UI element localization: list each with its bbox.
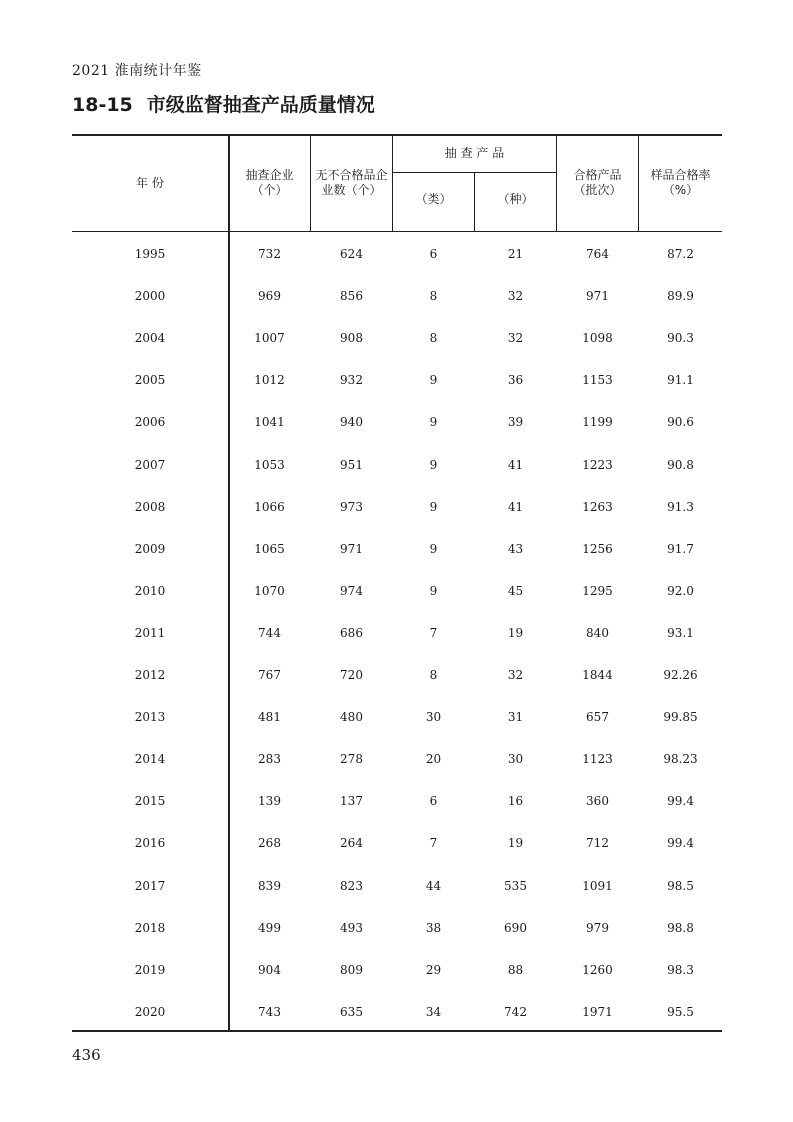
cell-qualified: 1199 bbox=[582, 415, 613, 430]
table-row bbox=[72, 991, 722, 1033]
table-row bbox=[72, 738, 722, 780]
cell-qualified: 1256 bbox=[582, 541, 613, 556]
cell-categories: 6 bbox=[429, 794, 438, 809]
cell-rate: 90.8 bbox=[667, 457, 694, 472]
cell-unqualified: 720 bbox=[340, 668, 363, 682]
cell-kinds: 690 bbox=[504, 920, 527, 935]
cell-year: 2000 bbox=[134, 289, 166, 304]
cell-categories: 9 bbox=[429, 457, 438, 472]
cell-year: 1995 bbox=[134, 247, 166, 261]
cell-unqualified: 908 bbox=[340, 331, 363, 346]
header-rate-line1: 样品合格率 bbox=[650, 168, 711, 182]
cell-year: 2015 bbox=[134, 794, 166, 809]
cell-year: 2013 bbox=[134, 710, 166, 725]
header-qualified-line2: （批次） bbox=[573, 183, 622, 197]
cell-enterprises: 767 bbox=[258, 668, 281, 682]
cell-kinds: 88 bbox=[507, 962, 524, 977]
cell-rate: 98.3 bbox=[667, 962, 694, 977]
cell-enterprises: 1070 bbox=[254, 583, 285, 598]
cell-year: 2011 bbox=[134, 625, 166, 640]
cell-categories: 9 bbox=[429, 499, 438, 514]
table-row bbox=[72, 780, 722, 822]
cell-qualified: 657 bbox=[586, 710, 609, 725]
cell-enterprises: 1012 bbox=[254, 373, 285, 388]
cell-year: 2018 bbox=[134, 920, 166, 935]
table-row bbox=[72, 359, 722, 401]
cell-kinds: 535 bbox=[504, 878, 527, 893]
cell-rate: 99.4 bbox=[667, 836, 694, 851]
cell-kinds: 41 bbox=[507, 499, 524, 514]
products-group-rule bbox=[392, 172, 556, 173]
cell-qualified: 971 bbox=[586, 289, 609, 304]
table-top-rule bbox=[72, 134, 722, 136]
header-year: 年 份 bbox=[136, 176, 164, 190]
header-products-group: 抽 查 产 品 bbox=[444, 146, 505, 160]
cell-kinds: 45 bbox=[507, 583, 524, 598]
table-title bbox=[72, 90, 375, 117]
cell-qualified: 979 bbox=[586, 920, 609, 935]
cell-categories: 8 bbox=[429, 668, 438, 682]
cell-categories: 44 bbox=[425, 878, 442, 893]
cell-rate: 91.7 bbox=[667, 541, 694, 556]
cell-unqualified: 951 bbox=[340, 457, 363, 472]
cell-categories: 7 bbox=[429, 836, 438, 851]
table-row bbox=[72, 401, 722, 443]
cell-year: 2010 bbox=[134, 583, 166, 598]
cell-enterprises: 904 bbox=[258, 962, 281, 977]
cell-rate: 91.3 bbox=[667, 499, 694, 514]
cell-rate: 87.2 bbox=[667, 247, 694, 261]
cell-categories: 20 bbox=[425, 752, 442, 767]
header-unqualified-line2: 业数（个） bbox=[321, 183, 382, 197]
cell-enterprises: 839 bbox=[258, 878, 281, 893]
cell-categories: 8 bbox=[429, 289, 438, 304]
cell-year: 2014 bbox=[134, 752, 166, 767]
cell-enterprises: 1007 bbox=[254, 331, 285, 346]
cell-enterprises: 499 bbox=[258, 920, 281, 935]
cell-enterprises: 1041 bbox=[254, 415, 285, 430]
cell-enterprises: 1053 bbox=[254, 457, 285, 472]
page-number: 436 bbox=[72, 1046, 101, 1064]
cell-categories: 30 bbox=[425, 710, 442, 725]
table-row bbox=[72, 907, 722, 949]
header-qualified-line1: 合格产品 bbox=[573, 168, 622, 182]
cell-qualified: 1098 bbox=[582, 331, 613, 346]
table-row bbox=[72, 696, 722, 738]
cell-kinds: 742 bbox=[504, 1004, 527, 1019]
table-title-text: 市级监督抽查产品质量情况 bbox=[146, 94, 375, 116]
cell-qualified: 1263 bbox=[582, 499, 613, 514]
header-rate bbox=[639, 168, 722, 198]
header-unqualified-line1: 无不合格品企 bbox=[315, 168, 388, 182]
cell-kinds: 32 bbox=[507, 668, 524, 682]
cell-rate: 92.0 bbox=[667, 583, 694, 598]
table-row bbox=[72, 275, 722, 317]
cell-unqualified: 856 bbox=[340, 289, 363, 304]
cell-unqualified: 686 bbox=[340, 625, 363, 640]
cell-kinds: 30 bbox=[507, 752, 524, 767]
cell-categories: 8 bbox=[429, 331, 438, 346]
cell-year: 2004 bbox=[134, 331, 166, 346]
cell-rate: 98.23 bbox=[663, 752, 698, 767]
cell-year: 2020 bbox=[134, 1004, 166, 1019]
cell-rate: 99.85 bbox=[663, 710, 698, 725]
cell-unqualified: 278 bbox=[340, 752, 363, 767]
cell-kinds: 36 bbox=[507, 373, 524, 388]
cell-unqualified: 940 bbox=[340, 415, 363, 430]
header-categories: （类） bbox=[415, 192, 452, 206]
cell-qualified: 1844 bbox=[582, 668, 613, 682]
cell-kinds: 19 bbox=[507, 625, 524, 640]
cell-categories: 9 bbox=[429, 583, 438, 598]
cell-qualified: 1223 bbox=[582, 457, 613, 472]
table-row bbox=[72, 444, 722, 486]
cell-enterprises: 969 bbox=[258, 289, 281, 304]
table-row bbox=[72, 486, 722, 528]
header-enterprises-line2: （个） bbox=[251, 183, 288, 197]
cell-categories: 9 bbox=[429, 415, 438, 430]
cell-unqualified: 480 bbox=[340, 710, 363, 725]
table-row bbox=[72, 528, 722, 570]
header-kinds: （种） bbox=[497, 192, 534, 206]
table-row bbox=[72, 570, 722, 612]
cell-enterprises: 268 bbox=[258, 836, 281, 851]
cell-unqualified: 809 bbox=[340, 962, 363, 977]
cell-qualified: 1153 bbox=[582, 373, 613, 388]
cell-kinds: 32 bbox=[507, 289, 524, 304]
cell-rate: 89.9 bbox=[667, 289, 694, 304]
cell-qualified: 1091 bbox=[582, 878, 613, 893]
cell-kinds: 16 bbox=[507, 794, 524, 809]
header-enterprises-line1: 抽查企业 bbox=[245, 168, 294, 182]
cell-enterprises: 139 bbox=[258, 794, 281, 809]
cell-kinds: 21 bbox=[507, 247, 524, 261]
cell-year: 2008 bbox=[134, 499, 166, 514]
cell-unqualified: 264 bbox=[340, 836, 363, 851]
cell-enterprises: 283 bbox=[258, 752, 281, 767]
cell-year: 2007 bbox=[134, 457, 166, 472]
cell-categories: 7 bbox=[429, 625, 438, 640]
cell-unqualified: 971 bbox=[340, 541, 363, 556]
cell-year: 2017 bbox=[134, 878, 166, 893]
cell-rate: 99.4 bbox=[667, 794, 694, 809]
cell-unqualified: 974 bbox=[340, 583, 363, 598]
cell-unqualified: 624 bbox=[340, 247, 363, 261]
table-row bbox=[72, 865, 722, 907]
cell-rate: 90.6 bbox=[667, 415, 694, 430]
cell-rate: 93.1 bbox=[667, 625, 694, 640]
cell-categories: 9 bbox=[429, 541, 438, 556]
table-row bbox=[72, 654, 722, 696]
cell-unqualified: 973 bbox=[340, 499, 363, 514]
header-bottom-rule bbox=[72, 231, 722, 232]
cell-year: 2019 bbox=[134, 962, 166, 977]
cell-year: 2016 bbox=[134, 836, 166, 851]
cell-kinds: 41 bbox=[507, 457, 524, 472]
cell-qualified: 1295 bbox=[582, 583, 613, 598]
cell-qualified: 764 bbox=[586, 247, 609, 261]
table-row bbox=[72, 949, 722, 991]
table-number: 18-15 bbox=[72, 94, 133, 116]
header-qualified bbox=[557, 168, 638, 198]
cell-categories: 9 bbox=[429, 373, 438, 388]
cell-rate: 98.8 bbox=[667, 920, 694, 935]
table-row bbox=[72, 317, 722, 359]
header-enterprises bbox=[229, 168, 310, 198]
cell-enterprises: 732 bbox=[258, 247, 281, 261]
cell-unqualified: 823 bbox=[340, 878, 363, 893]
running-header: 2021 淮南统计年鉴 bbox=[72, 63, 202, 79]
cell-categories: 29 bbox=[425, 962, 442, 977]
cell-rate: 91.1 bbox=[667, 373, 694, 388]
cell-qualified: 840 bbox=[586, 625, 609, 640]
cell-rate: 92.26 bbox=[663, 668, 698, 682]
table-row bbox=[72, 612, 722, 654]
cell-enterprises: 743 bbox=[258, 1004, 281, 1019]
cell-kinds: 19 bbox=[507, 836, 524, 851]
cell-kinds: 43 bbox=[507, 541, 524, 556]
cell-qualified: 1123 bbox=[582, 752, 613, 767]
cell-enterprises: 481 bbox=[258, 710, 281, 725]
cell-enterprises: 1065 bbox=[254, 541, 285, 556]
cell-year: 2006 bbox=[134, 415, 166, 430]
cell-categories: 38 bbox=[425, 920, 442, 935]
cell-rate: 90.3 bbox=[667, 331, 694, 346]
cell-qualified: 360 bbox=[586, 794, 609, 809]
cell-year: 2009 bbox=[134, 541, 166, 556]
table-row bbox=[72, 822, 722, 864]
cell-kinds: 39 bbox=[507, 415, 524, 430]
cell-unqualified: 137 bbox=[340, 794, 363, 809]
cell-enterprises: 1066 bbox=[254, 499, 285, 514]
cell-unqualified: 635 bbox=[340, 1004, 363, 1019]
cell-rate: 95.5 bbox=[667, 1004, 694, 1019]
cell-enterprises: 744 bbox=[258, 625, 281, 640]
header-unqualified bbox=[311, 168, 392, 198]
cell-qualified: 1260 bbox=[582, 962, 613, 977]
cell-kinds: 32 bbox=[507, 331, 524, 346]
cell-year: 2012 bbox=[134, 668, 166, 682]
cell-year: 2005 bbox=[134, 373, 166, 388]
cell-unqualified: 932 bbox=[340, 373, 363, 388]
cell-kinds: 31 bbox=[507, 710, 524, 725]
cell-categories: 6 bbox=[429, 247, 438, 261]
cell-qualified: 712 bbox=[586, 836, 609, 851]
cell-unqualified: 493 bbox=[340, 920, 363, 935]
cell-rate: 98.5 bbox=[667, 878, 694, 893]
header-rate-line2: （%） bbox=[662, 183, 699, 197]
cell-qualified: 1971 bbox=[582, 1004, 613, 1019]
table-row bbox=[72, 233, 722, 275]
cell-categories: 34 bbox=[425, 1004, 442, 1019]
